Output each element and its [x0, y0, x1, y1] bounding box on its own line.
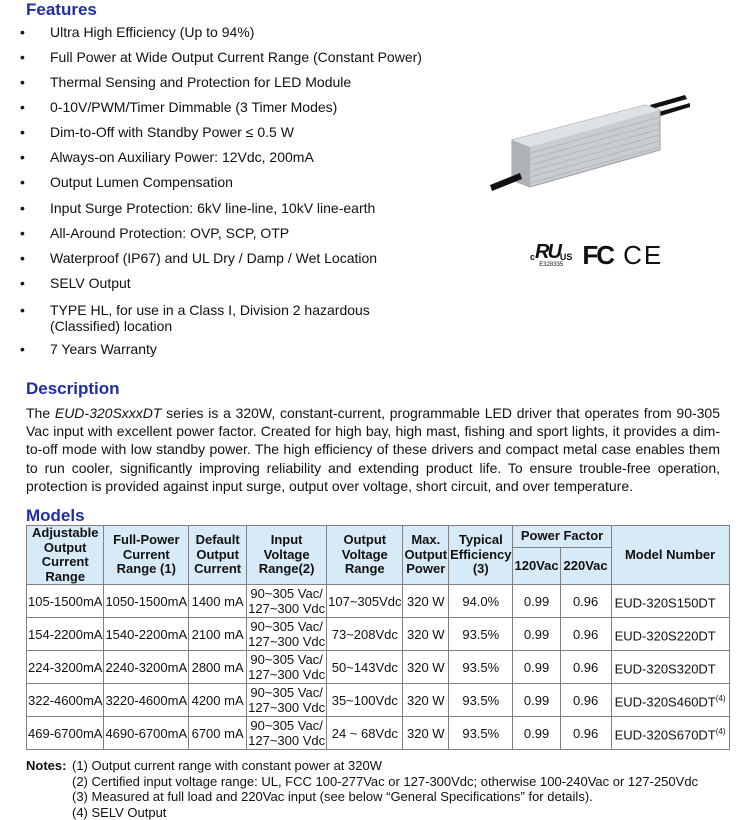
note-item: (2) Certified input voltage range: UL, FCC 100-277Vac or 127-300Vdc; otherwise 100-240Vac or 127-250Vdc	[72, 774, 698, 790]
note-item: (4) SELV Output	[72, 805, 166, 820]
table-row: 154-2200mA 1540-2200mA 2100 mA 90~305 Vac/ 127~300 Vdc 73~208Vdc 320 W 93.5% 0.99 0.96 EUD-320S220DT	[27, 618, 730, 651]
led-driver-icon	[490, 75, 690, 195]
col-pf-120: 120Vac	[513, 548, 560, 585]
certification-marks	[530, 237, 663, 273]
note-item: (1) Output current range with constant power at 320W	[72, 758, 382, 774]
models-table	[26, 525, 730, 750]
table-row: 105-1500mA 1050-1500mA 1400 mA 90~305 Vac/ 127~300 Vdc 107~305Vdc 320 W 94.0% 0.99 0.96 EUD-320S150DT	[27, 585, 730, 618]
col-max-power: Max. Output Power	[403, 526, 449, 585]
col-default: Default Output Current	[189, 526, 247, 585]
col-full-power: Full-Power Current Range (1)	[104, 526, 189, 585]
fcc-icon: FC	[582, 240, 613, 271]
col-input: Input Voltage Range(2)	[247, 526, 327, 585]
col-adjustable: Adjustable Output Current Range	[27, 526, 104, 585]
table-row: 322-4600mA 3220-4600mA 4200 mA 90~305 Vac/ 127~300 Vdc 35~100Vdc 320 W 93.5% 0.99 0.96 EUD-320S460DT$^{(4)}$	[27, 684, 730, 717]
description-paragraph: The EUD-320SxxxDT series is a 320W, constant-current, programmable LED driver that operates from 90-305 Vac input with excellent power factor. Created for high bay, high mast, fishing and sport lights, it provides a dim-to-off mode with low standby power. The high efficiency of these drivers and compact metal case enables them to run cooler, significantly improving reliability and extending product life. To ensure trouble-free operation, protection is provided against input surge, output over voltage, short circuit, and over temperature.	[26, 404, 720, 495]
table-row: 224-3200mA 2240-3200mA 2800 mA 90~305 Vac/ 127~300 Vdc 50~143Vdc 320 W 93.5% 0.99 0.96 EUD-320S320DT	[27, 651, 730, 684]
features-heading: Features	[26, 0, 97, 20]
col-pf-220: 220Vac	[560, 548, 611, 585]
col-efficiency: Typical Efficiency (3)	[449, 526, 513, 585]
description-heading: Description	[26, 379, 120, 399]
col-power-factor: Power Factor	[513, 526, 611, 548]
col-model-number: Model Number	[611, 526, 729, 585]
product-image	[490, 75, 690, 195]
table-row: 469-6700mA 4690-6700mA 6700 mA 90~305 Vac/ 127~300 Vdc 24 ~ 68Vdc 320 W 93.5% 0.99 0.96 EUD-320S670DT$^{(4)}$	[27, 717, 730, 750]
note-item: (3) Measured at full load and 220Vac input (see below “General Specifications” for details).	[72, 789, 593, 805]
models-heading: Models	[26, 506, 85, 526]
ce-icon: CE	[623, 240, 663, 271]
col-output: Output Voltage Range	[327, 526, 403, 585]
notes-label: Notes:	[26, 758, 66, 774]
ul-listed-icon: c RU US E328335	[530, 242, 572, 268]
